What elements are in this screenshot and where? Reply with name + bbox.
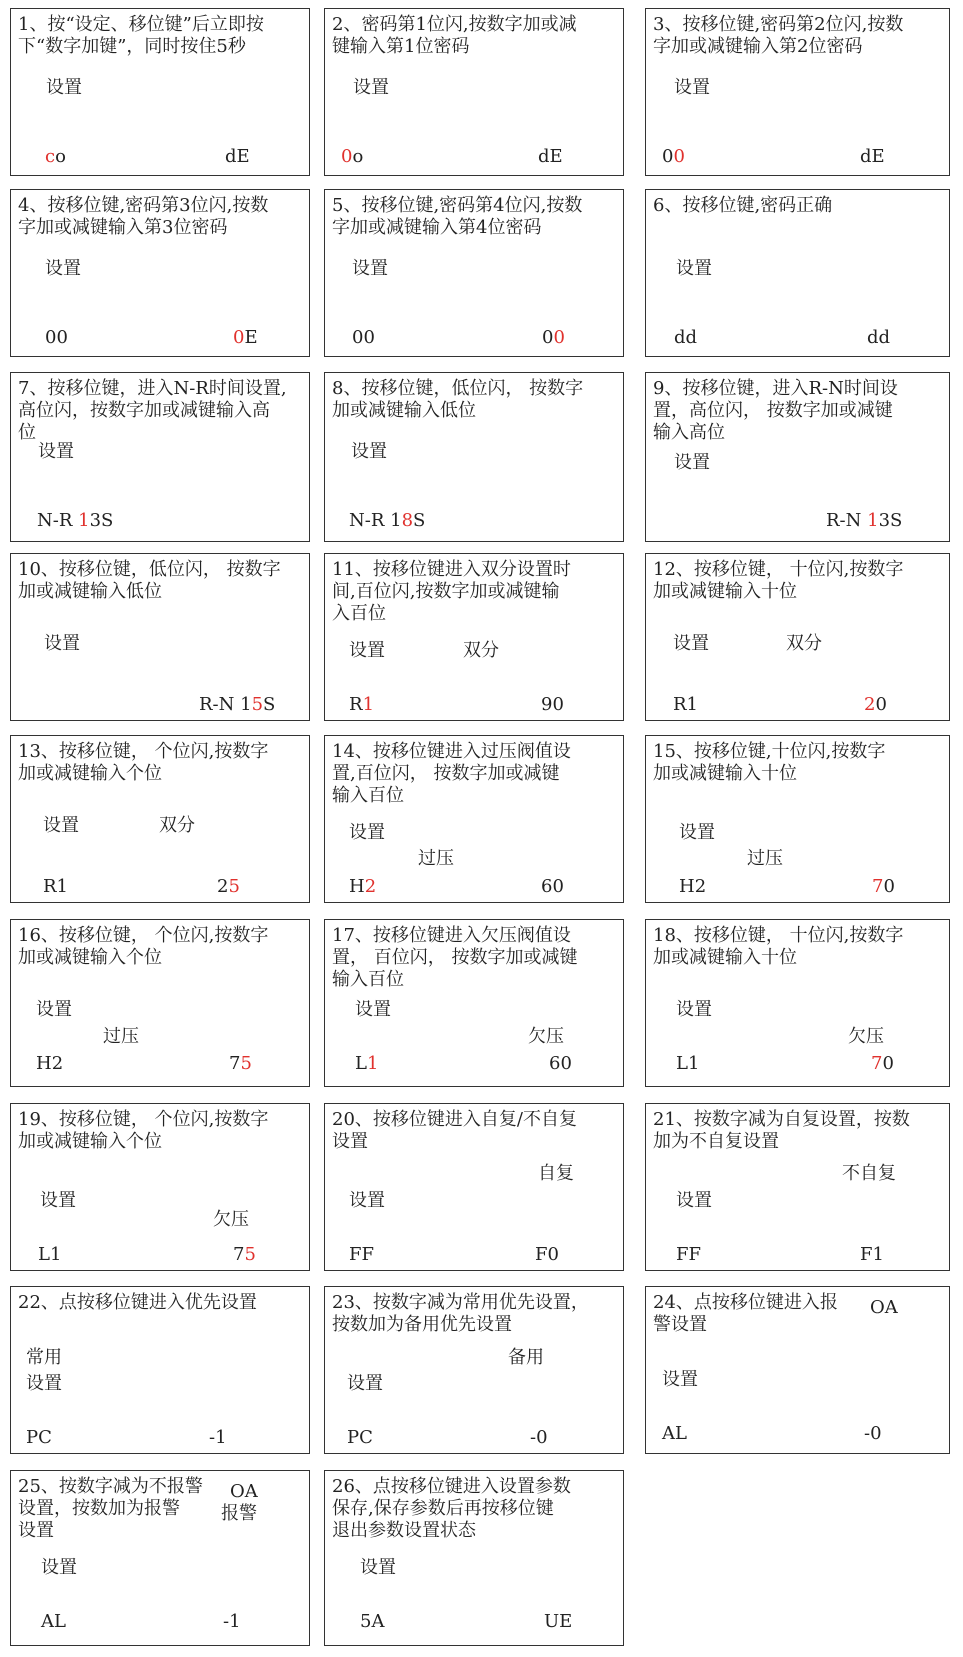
display-char: o xyxy=(352,146,364,167)
display-char: 3S xyxy=(89,510,114,531)
display-left-value xyxy=(662,1423,687,1445)
step-card-12 xyxy=(645,553,950,721)
mode-label: 自复 xyxy=(538,1163,574,1184)
step-card-24 xyxy=(645,1286,950,1454)
step-description xyxy=(332,1109,577,1153)
blinking-digit: 0 xyxy=(341,146,353,167)
setting-label: 设置 xyxy=(353,77,389,98)
setting-label: 设置 xyxy=(44,633,80,654)
display-char: 3S xyxy=(878,510,903,531)
display-char: F0 xyxy=(535,1244,559,1265)
description-line: 加或减键输入十位 xyxy=(653,763,797,784)
display-left-value xyxy=(37,510,113,532)
display-right-value xyxy=(549,1053,572,1075)
description-line: 警设置 xyxy=(653,1314,707,1335)
display-left-value xyxy=(26,1427,52,1449)
blinking-digit: 1 xyxy=(362,694,375,715)
description-line: 高位闪，按数字加或减键输入高 xyxy=(18,400,270,421)
blinking-digit: 1 xyxy=(867,510,879,531)
display-char: 60 xyxy=(541,876,564,897)
setting-label: 设置 xyxy=(662,1369,698,1390)
description-line: 15、按移位键,十位闪,按数字 xyxy=(653,741,886,762)
display-right-value xyxy=(864,1423,882,1445)
description-line: 加或减键输入个位 xyxy=(18,763,162,784)
step-card-19 xyxy=(10,1103,310,1271)
display-char: 00 xyxy=(45,327,68,348)
display-char: 1 xyxy=(390,510,402,531)
description-line: 键输入第1位密码 xyxy=(332,36,470,57)
display-right-value xyxy=(864,694,887,716)
display-left-value xyxy=(347,1427,373,1449)
description-line: 23、按数字减为常用优先设置， xyxy=(332,1292,589,1313)
step-card-18 xyxy=(645,919,950,1087)
blinking-digit: 5 xyxy=(244,1244,256,1265)
blinking-digit: 0 xyxy=(553,327,565,348)
display-char: 0 xyxy=(875,694,887,715)
display-right-value xyxy=(225,146,250,168)
step-description xyxy=(653,559,903,603)
display-char: dd xyxy=(867,327,891,348)
description-line: 加或减键输入十位 xyxy=(653,947,797,968)
description-line: 加或减键输入低位 xyxy=(18,581,162,602)
display-char: N-R xyxy=(349,510,391,531)
description-line: 按数加为备用优先设置 xyxy=(332,1314,512,1335)
description-line: 14、按移位键进入过压阀值设 xyxy=(332,741,571,762)
description-line: 字加或减键输入第2位密码 xyxy=(653,36,863,57)
display-right-value xyxy=(530,1427,548,1449)
step-card-8 xyxy=(324,372,624,542)
step-description xyxy=(653,741,885,785)
blinking-digit: 0 xyxy=(673,146,685,167)
step-card-1 xyxy=(10,8,310,176)
display-char: dE xyxy=(860,146,885,167)
setting-label: 设置 xyxy=(349,822,385,843)
display-right-value xyxy=(535,1244,559,1266)
step-description xyxy=(332,741,571,807)
step-card-6 xyxy=(645,189,950,357)
setting-label: 设置 xyxy=(676,258,712,279)
description-line: 21、按数字减为自复设置，按数 xyxy=(653,1109,910,1130)
setting-label: 设置 xyxy=(352,258,388,279)
setting-label: 设置 xyxy=(349,640,385,661)
description-line: 3、按移位键,密码第2位闪,按数 xyxy=(653,14,904,35)
display-left-value xyxy=(349,876,376,898)
description-line: 置,百位闪， 按数字加或减键 xyxy=(332,763,560,784)
step-description xyxy=(18,1292,257,1314)
setting-label: 设置 xyxy=(355,999,391,1020)
display-right-value xyxy=(860,1244,884,1266)
display-char: 5A xyxy=(360,1611,385,1632)
display-left-value xyxy=(349,694,374,716)
setting-label: 设置 xyxy=(43,815,79,836)
display-char: FF xyxy=(676,1244,701,1265)
display-left-value xyxy=(349,510,425,532)
display-right-value xyxy=(538,146,563,168)
step-card-5 xyxy=(324,189,624,357)
display-char: L1 xyxy=(38,1244,62,1265)
step-description xyxy=(653,925,903,969)
step-card-22 xyxy=(10,1286,310,1454)
display-char: F1 xyxy=(860,1244,884,1265)
display-char: 7 xyxy=(233,1244,245,1265)
step-card-7 xyxy=(10,372,310,542)
blinking-digit: 2 xyxy=(864,694,876,715)
display-left-value xyxy=(676,1244,701,1266)
description-line: 退出参数设置状态 xyxy=(332,1520,476,1541)
display-char: H xyxy=(349,876,365,897)
description-line: 加或减键输入十位 xyxy=(653,581,797,602)
setting-label: 设置 xyxy=(26,1373,62,1394)
description-line: 26、点按移位键进入设置参数 xyxy=(332,1476,571,1497)
description-line: 设置 xyxy=(332,1131,368,1152)
display-left-value xyxy=(674,327,697,349)
display-right-value xyxy=(871,1053,894,1075)
display-char: R xyxy=(349,694,363,715)
mode-label: 双分 xyxy=(786,633,822,654)
description-line: 入百位 xyxy=(332,603,386,624)
description-line: 10、按移位键，低位闪， 按数字 xyxy=(18,559,281,580)
step-description xyxy=(332,1292,589,1336)
blinking-digit: 0 xyxy=(233,327,245,348)
description-line: 置，高位闪， 按数字加或减键 xyxy=(653,400,893,421)
step-card-15 xyxy=(645,735,950,903)
description-line: 加或减键输入低位 xyxy=(332,400,476,421)
display-right-value xyxy=(541,694,564,716)
display-char: AL xyxy=(41,1611,66,1632)
display-right-value xyxy=(867,327,890,349)
display-left-value xyxy=(355,1053,378,1075)
setting-label: 设置 xyxy=(360,1557,396,1578)
step-card-23 xyxy=(324,1286,624,1454)
display-char: 7 xyxy=(229,1053,241,1074)
blinking-digit: 8 xyxy=(401,510,414,531)
description-line: 输入高位 xyxy=(653,422,725,443)
setting-label: 设置 xyxy=(674,77,710,98)
blinking-digit: 5 xyxy=(240,1053,252,1074)
step-card-2 xyxy=(324,8,624,176)
step-description xyxy=(18,741,268,785)
mode-label: 过压 xyxy=(103,1026,139,1047)
step-description xyxy=(332,195,582,239)
description-line: 22、点按移位键进入优先设置 xyxy=(18,1292,257,1313)
setting-label: 设置 xyxy=(46,77,82,98)
display-left-value xyxy=(43,876,68,898)
description-line: 7、按移位键，进入N-R时间设置, xyxy=(18,378,287,399)
step-description xyxy=(18,925,268,969)
display-right-value xyxy=(826,510,902,532)
display-char: R-N 1 xyxy=(199,694,252,715)
description-line: 13、按移位键， 个位闪,按数字 xyxy=(18,741,269,762)
display-char: dd xyxy=(674,327,698,348)
description-line: 9、按移位键，进入R-N时间设 xyxy=(653,378,898,399)
display-char: FF xyxy=(349,1244,374,1265)
display-char: R1 xyxy=(673,694,699,715)
display-right-value xyxy=(229,1053,252,1075)
setting-label: 设置 xyxy=(36,999,72,1020)
description-line: 位 xyxy=(18,422,36,443)
display-char: PC xyxy=(26,1427,52,1448)
step-card-9 xyxy=(645,372,950,542)
step-card-4 xyxy=(10,189,310,357)
step-description xyxy=(653,195,832,217)
display-char: H2 xyxy=(36,1053,64,1074)
step-card-17 xyxy=(324,919,624,1087)
display-right-value xyxy=(544,1611,572,1633)
mode-label: OA xyxy=(230,1481,258,1502)
display-char: S xyxy=(413,510,426,531)
step-description xyxy=(332,378,583,422)
blinking-digit: c xyxy=(45,146,56,167)
mode-label: 过压 xyxy=(418,848,454,869)
mode-label: 备用 xyxy=(508,1347,544,1368)
description-line: 加或减键输入个位 xyxy=(18,1131,162,1152)
display-right-value xyxy=(199,694,275,716)
blinking-digit: 5 xyxy=(228,876,240,897)
display-char: 0 xyxy=(542,327,554,348)
display-char: UE xyxy=(544,1611,573,1632)
description-line: 16、按移位键， 个位闪,按数字 xyxy=(18,925,269,946)
display-right-value xyxy=(541,876,564,898)
display-char: dE xyxy=(538,146,563,167)
step-description xyxy=(18,1476,203,1542)
display-char: o xyxy=(55,146,66,167)
description-line: 置， 百位闪， 按数字加或减键 xyxy=(332,947,578,968)
display-right-value xyxy=(209,1427,227,1449)
description-line: 4、按移位键,密码第3位闪,按数 xyxy=(18,195,269,216)
display-char: PC xyxy=(347,1427,373,1448)
display-char: H2 xyxy=(679,876,707,897)
setting-label: 设置 xyxy=(347,1373,383,1394)
display-char: 00 xyxy=(352,327,375,348)
display-char: 0 xyxy=(882,1053,894,1074)
display-char: S xyxy=(263,694,276,715)
description-line: 6、按移位键,密码正确 xyxy=(653,195,833,216)
description-line: 5、按移位键,密码第4位闪,按数 xyxy=(332,195,583,216)
display-char: -1 xyxy=(223,1611,241,1632)
blinking-digit: 7 xyxy=(872,876,884,897)
description-line: 保存,保存参数后再按移位键 xyxy=(332,1498,554,1519)
step-description xyxy=(18,14,264,58)
step-card-25 xyxy=(10,1470,310,1646)
step-description xyxy=(18,1109,268,1153)
description-line: 加为不自复设置 xyxy=(653,1131,779,1152)
step-description xyxy=(653,378,898,444)
display-left-value xyxy=(45,327,68,349)
mode-label: 双分 xyxy=(159,815,195,836)
mode-label-secondary: 报警 xyxy=(221,1503,257,1524)
setting-label: 设置 xyxy=(38,441,74,462)
display-char: 2 xyxy=(217,876,229,897)
step-description xyxy=(332,559,571,625)
mode-label: 过压 xyxy=(747,848,783,869)
description-line: 设置 xyxy=(18,1520,54,1541)
step-card-26 xyxy=(324,1470,624,1646)
display-char: R1 xyxy=(43,876,69,897)
mode-label: 常用 xyxy=(26,1347,62,1368)
setting-label: 设置 xyxy=(674,452,710,473)
display-char: 60 xyxy=(549,1053,572,1074)
description-line: 字加或减键输入第4位密码 xyxy=(332,217,542,238)
description-line: 11、按移位键进入双分设置时 xyxy=(332,559,571,580)
step-description xyxy=(332,14,577,58)
display-char: AL xyxy=(662,1423,687,1444)
blinking-digit: 5 xyxy=(251,694,264,715)
description-line: 输入百位 xyxy=(332,969,404,990)
display-left-value xyxy=(679,876,706,898)
step-card-14 xyxy=(324,735,624,903)
display-left-value xyxy=(36,1053,63,1075)
step-card-20 xyxy=(324,1103,624,1271)
setting-label: 设置 xyxy=(351,441,387,462)
setting-label: 设置 xyxy=(679,822,715,843)
blinking-digit: 1 xyxy=(366,1053,379,1074)
description-line: 8、按移位键，低位闪， 按数字 xyxy=(332,378,584,399)
step-card-3 xyxy=(645,8,950,176)
description-line: 间,百位闪,按数字加或减键输 xyxy=(332,581,560,602)
display-left-value xyxy=(662,146,685,168)
description-line: 20、按移位键进入自复/不自复 xyxy=(332,1109,577,1130)
display-char: 0 xyxy=(662,146,674,167)
display-right-value xyxy=(542,327,565,349)
display-char: R-N xyxy=(826,510,868,531)
display-char: 0 xyxy=(883,876,895,897)
display-char: N-R xyxy=(37,510,79,531)
description-line: 下“数字加键”，同时按住5秒 xyxy=(18,36,246,57)
display-char: -1 xyxy=(209,1427,227,1448)
display-right-value xyxy=(233,1244,256,1266)
step-description xyxy=(18,378,287,444)
step-card-16 xyxy=(10,919,310,1087)
description-line: 1、按“设定、移位键”后立即按 xyxy=(18,14,264,35)
display-char: L xyxy=(355,1053,367,1074)
step-description xyxy=(18,195,268,239)
description-line: 24、点按移位键进入报 xyxy=(653,1292,838,1313)
description-line: 25、按数字减为不报警 xyxy=(18,1476,203,1497)
blinking-digit: 7 xyxy=(871,1053,883,1074)
display-left-value xyxy=(360,1611,384,1633)
mode-label: 欠压 xyxy=(213,1209,249,1230)
display-left-value xyxy=(676,1053,699,1075)
setting-label: 设置 xyxy=(41,1557,77,1578)
display-char: -0 xyxy=(864,1423,882,1444)
display-left-value xyxy=(45,146,66,168)
mode-label: 双分 xyxy=(463,640,499,661)
step-card-11 xyxy=(324,553,624,721)
mode-label: 欠压 xyxy=(848,1026,884,1047)
step-description xyxy=(332,1476,571,1542)
description-line: 设置，按数加为报警 xyxy=(18,1498,180,1519)
blinking-digit: 2 xyxy=(364,876,377,897)
description-line: 12、按移位键， 十位闪,按数字 xyxy=(653,559,904,580)
display-char: -0 xyxy=(530,1427,548,1448)
step-description xyxy=(653,1109,910,1153)
setting-label: 设置 xyxy=(676,999,712,1020)
display-char: E xyxy=(244,327,258,348)
display-left-value xyxy=(352,327,375,349)
display-right-value xyxy=(233,327,258,349)
step-card-21 xyxy=(645,1103,950,1271)
display-right-value xyxy=(872,876,895,898)
mode-label: 不自复 xyxy=(842,1163,896,1184)
description-line: 输入百位 xyxy=(332,785,404,806)
display-char: 90 xyxy=(541,694,564,715)
display-left-value xyxy=(38,1244,61,1266)
step-description xyxy=(18,559,281,603)
description-line: 17、按移位键进入欠压阀值设 xyxy=(332,925,571,946)
step-description xyxy=(653,14,903,58)
setting-label: 设置 xyxy=(676,1190,712,1211)
display-right-value xyxy=(860,146,885,168)
setting-label: 设置 xyxy=(45,258,81,279)
step-description xyxy=(653,1292,838,1336)
step-description xyxy=(332,925,577,991)
blinking-digit: 1 xyxy=(78,510,90,531)
mode-label: 欠压 xyxy=(528,1026,564,1047)
setting-label: 设置 xyxy=(40,1190,76,1211)
mode-label: OA xyxy=(870,1297,898,1318)
display-left-value xyxy=(41,1611,66,1633)
display-left-value xyxy=(349,1244,374,1266)
description-line: 字加或减键输入第3位密码 xyxy=(18,217,228,238)
display-right-value xyxy=(223,1611,241,1633)
description-line: 2、密码第1位闪,按数字加或减 xyxy=(332,14,577,35)
display-right-value xyxy=(217,876,240,898)
display-left-value xyxy=(341,146,363,168)
setting-label: 设置 xyxy=(673,633,709,654)
description-line: 加或减键输入个位 xyxy=(18,947,162,968)
description-line: 18、按移位键， 十位闪,按数字 xyxy=(653,925,904,946)
display-left-value xyxy=(673,694,698,716)
step-card-13 xyxy=(10,735,310,903)
display-char: dE xyxy=(225,146,250,167)
display-char: L1 xyxy=(676,1053,700,1074)
setting-label: 设置 xyxy=(349,1190,385,1211)
description-line: 19、按移位键， 个位闪,按数字 xyxy=(18,1109,269,1130)
step-card-10 xyxy=(10,553,310,721)
